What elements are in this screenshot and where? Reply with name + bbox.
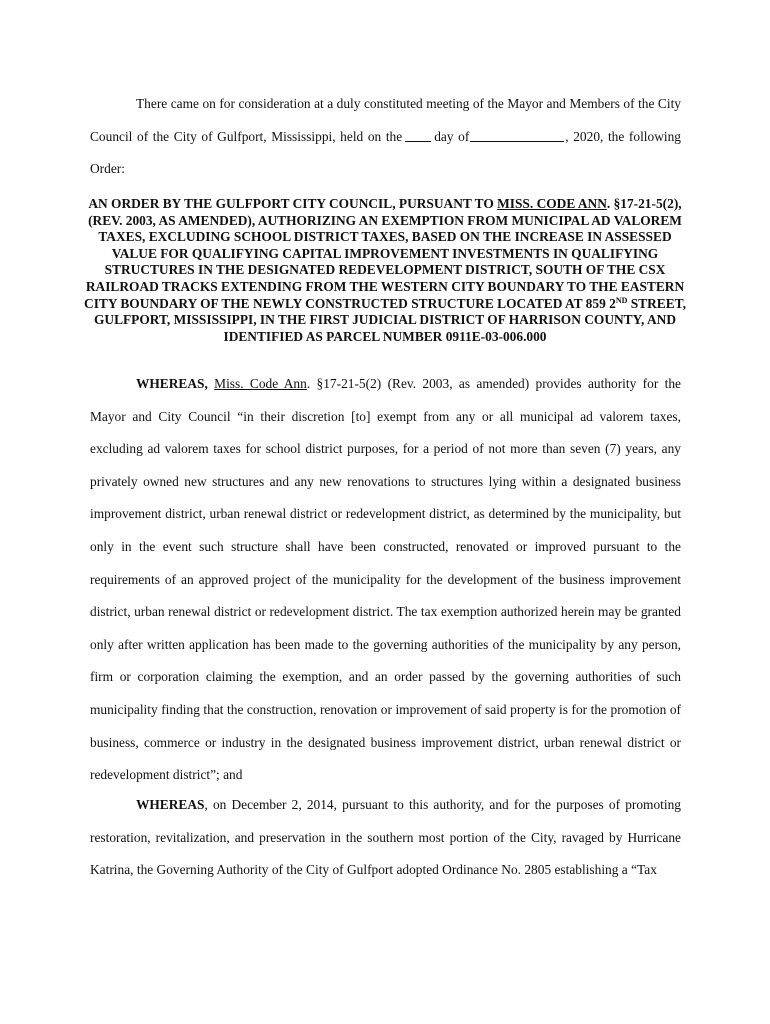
whereas-paragraph-2 <box>90 789 681 887</box>
order-title <box>84 196 686 345</box>
whereas-1-text: . §17-21-5(2) (Rev. 2003, as amended) provides authority for the Mayor and City Council “in their discretion [to] exempt from any or all municipal ad valorem taxes, excluding ad valorem taxes for school district purposes, for a period of not more than seven (7) years, any privately owned new structures and any new renovations to structures lying within a designated business improvement district, urban renewal district or redevelopment district, as determined by the municipality, but only in the event such structure shall have been constructed, renovated or improved pursuant to the requirements of an approved project of the municipality for the development of the business improvement district, urban renewal district or redevelopment district. The tax exemption authorized herein may be granted only after written application has been made to the governing authorities of the municipality by any person, firm or corporation claiming the exemption, and an order passed by the governing authorities of such municipality finding that the construction, renovation or improvement of said property is for the promotion of business, commerce or industry in the designated business improvement district, urban renewal district or redevelopment district”; and <box>90 376 681 783</box>
title-text-1: AN ORDER BY THE GULFPORT CITY COUNCIL, PURSUANT TO <box>88 196 498 211</box>
intro-paragraph <box>90 88 681 186</box>
intro-text-1: There came on for consideration at a duly constituted meeting of the Mayor and Members of the City Council of the City of Gulfport, Mississippi, held on the <box>90 96 681 144</box>
intro-text-3: , 2020, the following Order: <box>90 128 681 177</box>
title-text-2: . §17-21-5(2), (REV. 2003, AS AMENDED), AUTHORIZING AN EXEMPTION FROM MUNICIPAL AD VALOREM TAXES, EXCLUDING SCHOOL DISTRICT TAXES, BASED ON THE INCREASE IN ASSESSED VALUE FOR QUALIFYING CAPITAL IMPROVEMENT INVESTMENTS IN QUALIFYING STRUCTURES IN THE DESIGNATED REDEVELOPMENT DISTRICT, SOUTH OF THE CSX RAILROAD TRACKS EXTENDING FROM THE WESTERN CITY BOUNDARY TO THE EASTERN CITY BOUNDARY OF THE NEWLY CONSTRUCTED STRUCTURE LOCATED AT 859 2 <box>84 196 685 311</box>
month-blank <box>470 129 564 142</box>
intro-text-2: day of <box>434 128 470 144</box>
whereas-2-text: , on December 2, 2014, pursuant to this authority, and for the purposes of promoting restoration, revitalization, and preservation in the southern most portion of the City, ravaged by Hurricane Katrina, the Governing Authority of the City of Gulfport adopted Ordinance No. 2805 establishing a “Tax <box>90 797 681 878</box>
whereas-2-lead: WHEREAS <box>136 797 205 812</box>
whereas-1-citation: Miss. Code Ann <box>214 376 307 391</box>
title-text-3: STREET, GULFPORT, MISSISSIPPI, IN THE FIRST JUDICIAL DISTRICT OF HARRISON COUNTY, AND IDENTIFIED AS PARCEL NUMBER 0911E-03-006.000 <box>93 295 686 344</box>
day-blank <box>405 129 431 142</box>
whereas-paragraph-1 <box>90 368 681 792</box>
whereas-1-lead: WHEREAS, <box>136 376 208 391</box>
title-citation: MISS. CODE ANN <box>497 196 607 211</box>
title-superscript: ND <box>615 295 628 305</box>
